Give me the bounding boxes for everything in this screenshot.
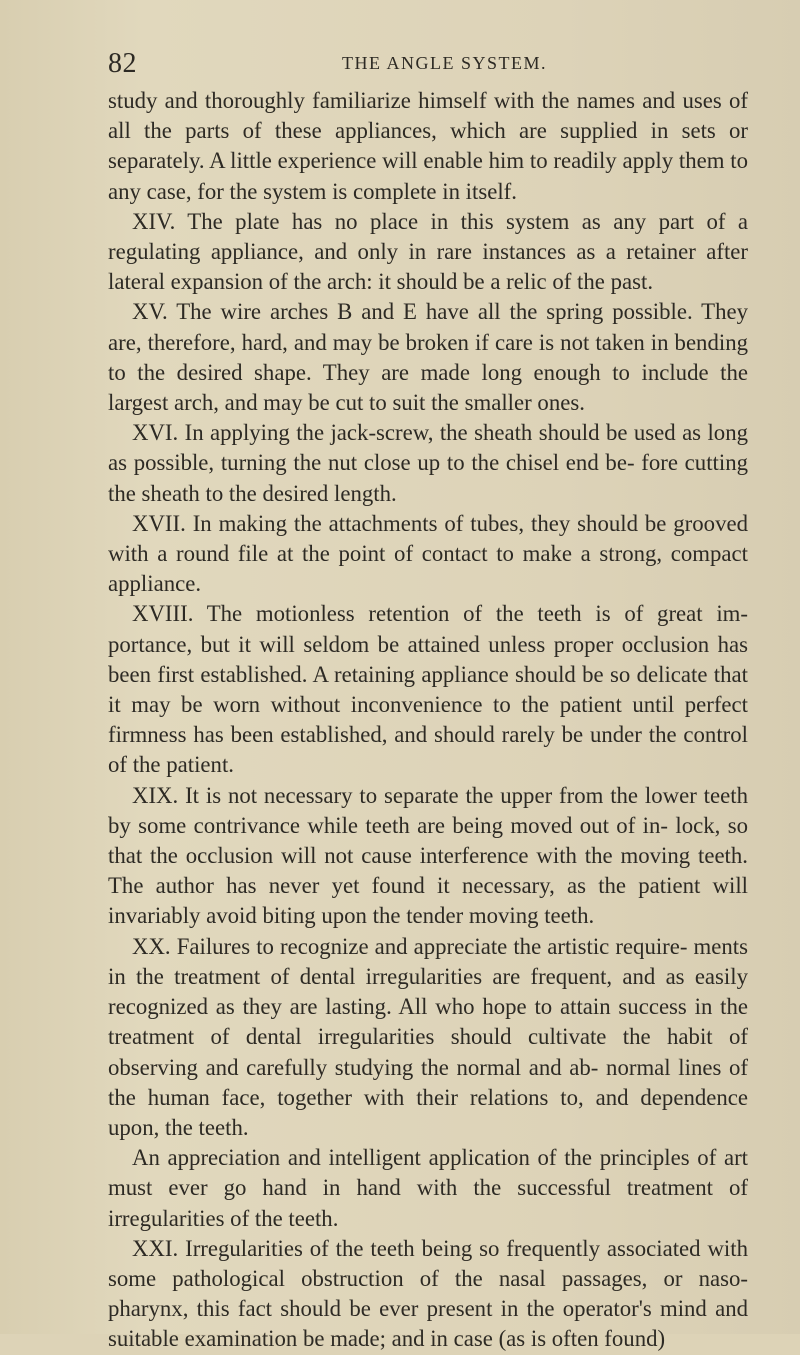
paragraph: An appreciation and intelligent application of the principles of art must ever go hand in hand with the successful treatment of irregularities of the teeth.	[108, 1145, 748, 1231]
paragraph: study and thoroughly familiarize himself with the names and uses of all the parts of these appliances, which are supplied in sets or separately. A little experience will enable him to readily apply them to any case, for the system is complete in itself.	[108, 88, 748, 204]
paragraph: XVII. In making the attachments of tubes, they should be grooved with a round file at the point of contact to make a strong, compact appliance.	[108, 510, 748, 597]
paragraph: XX. Failures to recognize and appreciate the artistic require- ments in the treatment of dental irregularities are frequent, and as easily recognized as they are lasting. All who hope to attain success in the treatment of dental irregularities should cultivate the habit of observing and carefully studying the normal and ab- normal lines of the human face, together with their relations to, and dependence upon, the teeth.	[108, 933, 748, 1140]
paragraph: XV. The wire arches B and E have all the spring possible. They are, therefore, hard, and may be broken if care is not taken in bending to the desired shape. They are made long enough to include the largest arch, and may be cut to suit the smaller ones.	[108, 299, 748, 416]
paragraph: XVI. In applying the jack-screw, the sheath should be used as long as possible, turning the nut close up to the chisel end be- fore cutting the sheath to the desired length.	[108, 420, 748, 506]
paragraph: XVIII. The motionless retention of the teeth is of great im- portance, but it will seldom be attained unless proper occlusion has been first established. A retaining appliance should be so delicate that it may be worn without inconvenience to the patient until perfect firmness has been established, and should rarely be under the control of the patient.	[108, 601, 748, 778]
page-number: 82	[108, 48, 137, 79]
running-title: THE ANGLE SYSTEM.	[342, 53, 547, 73]
page-header	[108, 42, 748, 84]
paragraph: XIV. The plate has no place in this system as any part of a regulating appliance, and only in rare instances as a retainer after lateral expansion of the arch: it should be a relic of the past.	[108, 208, 748, 295]
body-text	[108, 86, 748, 1355]
paragraph: XXI. Irregularities of the teeth being so frequently associated with some pathological obstruction of the nasal passages, or naso- pharynx, this fact should be ever present in the operator's mind and suitable examination be made; and in case (as is often found)	[108, 1235, 748, 1352]
paragraph: XIX. It is not necessary to separate the upper from the lower teeth by some contrivance while teeth are being moved out of in- lock, so that the occlusion will not cause interference with the moving teeth. The author has never yet found it necessary, as the patient will invariably avoid biting upon the tender moving teeth.	[108, 782, 748, 929]
